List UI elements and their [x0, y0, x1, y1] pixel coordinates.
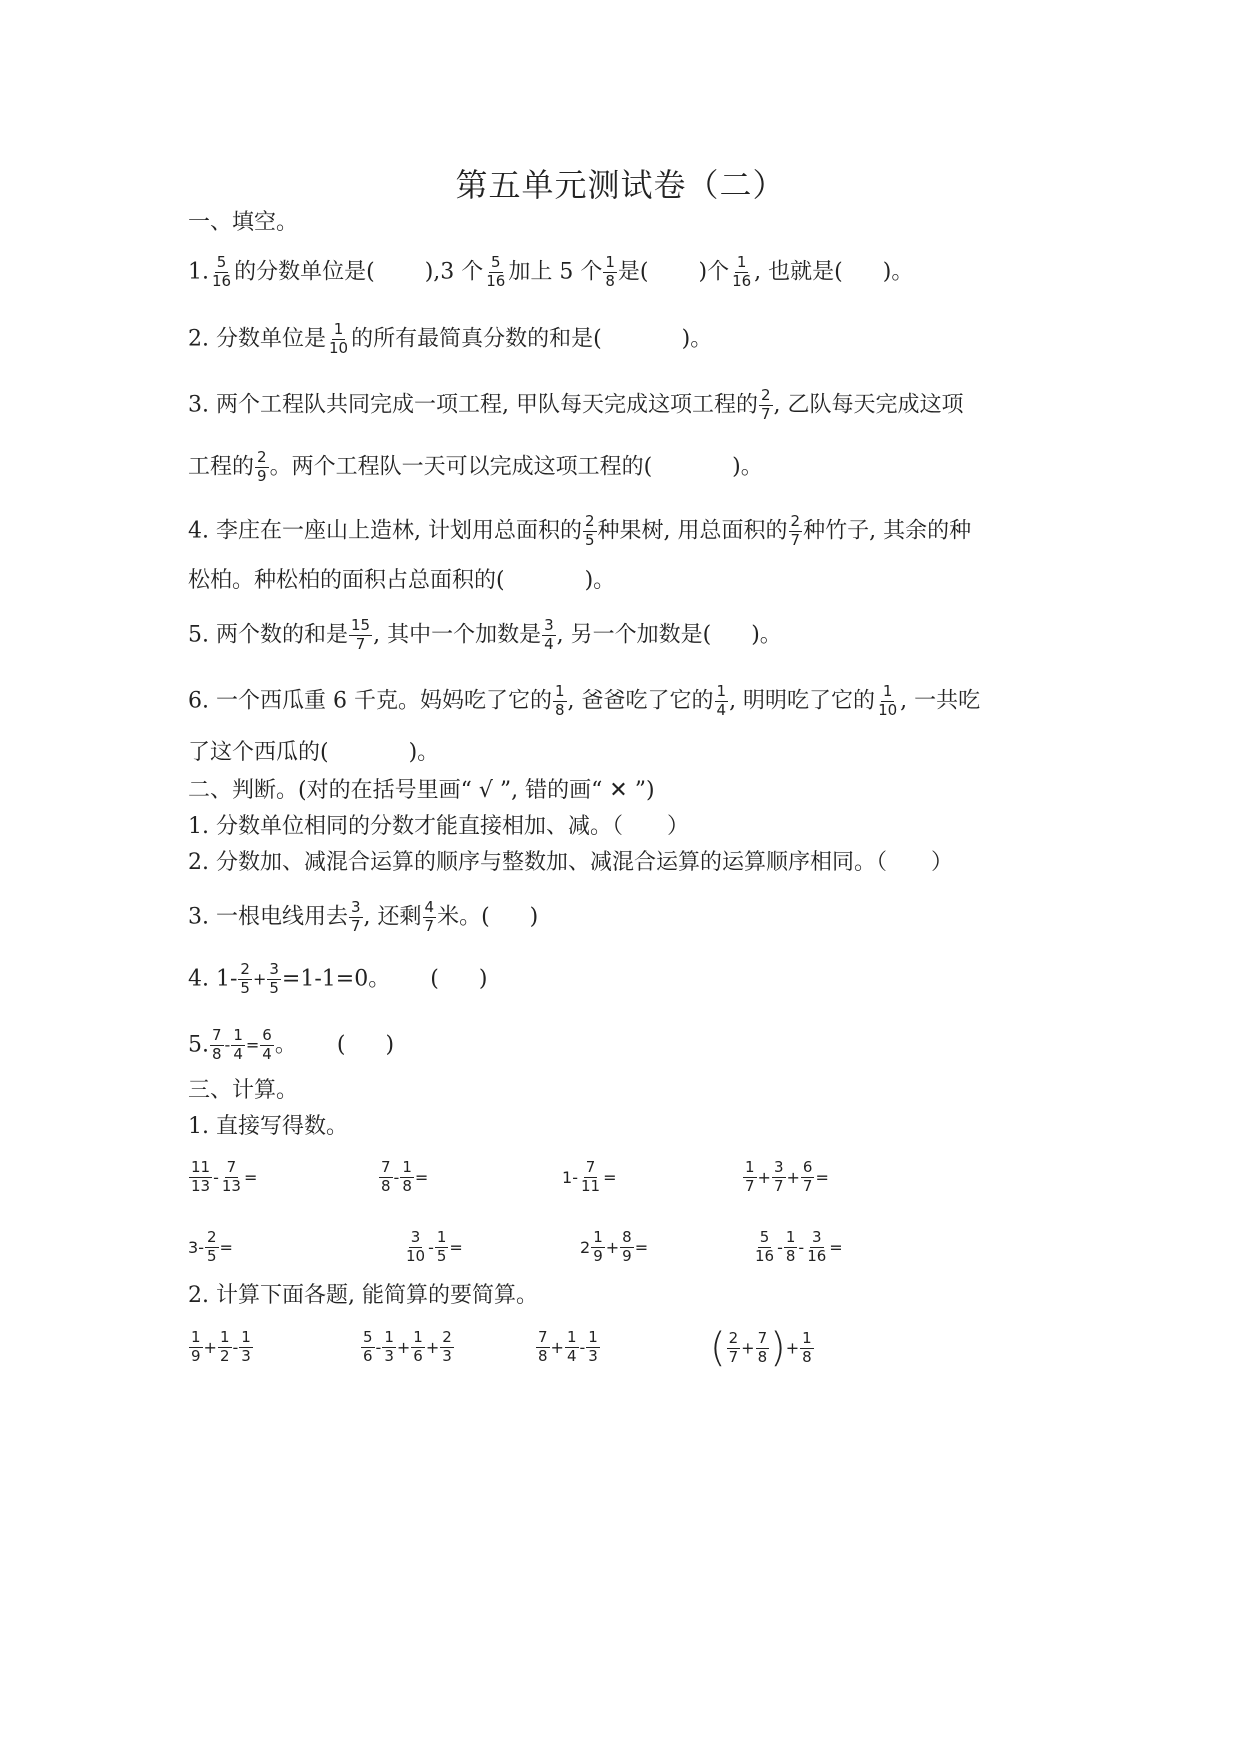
numerator: 7	[226, 1158, 237, 1176]
denominator: 5	[436, 1246, 447, 1265]
denominator: 8	[605, 271, 615, 290]
numerator: 2	[442, 1328, 452, 1346]
fraction	[553, 684, 567, 719]
numerator: 2	[728, 1328, 739, 1347]
numerator: 6	[262, 1026, 272, 1044]
fraction	[210, 255, 233, 290]
numerator: 1	[588, 1328, 598, 1346]
calc-sub-2: 2. 计算下面各题, 能简算的要简算。	[188, 1283, 538, 1308]
fraction	[349, 900, 363, 935]
fraction	[423, 900, 437, 935]
denominator: 6	[363, 1346, 373, 1365]
numerator: 1	[413, 1328, 423, 1346]
denominator: 13	[191, 1176, 211, 1195]
expr-4: $\frac{1}{7}$ + $\frac{3}{7}$ + $\frac{6}{7}$ =	[745, 1158, 829, 1195]
denominator: 7	[773, 1176, 784, 1195]
denominator: 7	[802, 1176, 813, 1195]
denominator: 8	[402, 1176, 412, 1195]
denominator: 16	[807, 1246, 827, 1265]
judge-2: 2. 分数加、减混合运算的顺序与整数加、减混合运算的运算顺序相同。（ ）	[188, 850, 953, 875]
question-1-3: 3. 两个工程队共同完成一项工程, 甲队每天完成这项工程的 $\frac{2}{7}$ , 乙队每天完成这项	[188, 386, 964, 423]
fraction	[542, 618, 556, 653]
page-title: 第五单元测试卷（二）	[455, 166, 786, 204]
numerator: 5	[491, 253, 501, 271]
fraction	[586, 1330, 600, 1365]
numerator: 2	[790, 512, 801, 530]
numerator: 1	[802, 1328, 812, 1347]
denominator: 5	[206, 1246, 217, 1265]
denominator: 11	[580, 1176, 601, 1195]
fraction	[565, 1330, 579, 1365]
fraction	[784, 1230, 798, 1265]
numerator: 4	[424, 898, 435, 916]
section-2-heading: 二、判断。(对的在括号里画“ √ ”, 错的画“ ✕ ”)	[188, 778, 655, 803]
denominator: 8	[802, 1347, 812, 1366]
denominator: 10	[328, 338, 349, 357]
denominator: 4	[716, 700, 727, 719]
fraction	[715, 684, 729, 719]
denominator: 8	[212, 1044, 222, 1063]
fraction	[800, 1328, 814, 1366]
judge-4: 4. 1- $\frac{2}{5}$ + $\frac{3}{5}$ =1-1=0。 ( )	[188, 960, 488, 997]
numerator: 5	[216, 253, 227, 271]
denominator: 10	[406, 1246, 426, 1265]
expr-2: $\frac{7}{8}$ - $\frac{1}{8}$ =	[381, 1158, 429, 1195]
fraction	[536, 1330, 550, 1365]
numerator: 1	[554, 682, 565, 700]
numerator: 1	[219, 1328, 230, 1346]
question-1-1: 1. $\frac{5}{16}$ 的分数单位是( ),3 个 $\frac{5}{16}$ 加上 5 个 $\frac{1}{8}$ 是( )个 $\frac{1}{16}$ , 也就是( )。	[188, 253, 914, 290]
fraction	[620, 1230, 634, 1265]
numerator: 11	[191, 1158, 211, 1176]
fraction	[805, 1230, 828, 1265]
fraction	[205, 1230, 219, 1265]
fraction	[753, 1230, 776, 1265]
fraction	[583, 514, 597, 549]
fraction	[349, 618, 372, 653]
fraction	[361, 1330, 375, 1365]
denominator: 4	[566, 1346, 577, 1365]
denominator: 4	[262, 1044, 272, 1063]
denominator: 8	[757, 1347, 768, 1366]
expr-9: $\frac{1}{9}$ + $\frac{1}{2}$ - $\frac{1}{3}$	[191, 1328, 251, 1365]
numerator: 7	[757, 1328, 768, 1347]
denominator: 7	[790, 530, 801, 549]
denominator: 16	[212, 271, 232, 290]
question-1-2: 2. 分数单位是 $\frac{1}{10}$ 的所有最简真分数的和是( )。	[188, 320, 713, 357]
denominator: 7	[355, 634, 366, 653]
expr-12: ( $\frac{2}{7}$ + $\frac{7}{8}$ )+ $\frac{1}{8}$	[710, 1325, 812, 1371]
denominator: 8	[554, 700, 565, 719]
numerator: 1	[436, 1228, 447, 1246]
question-1-4: 4. 李庄在一座山上造林, 计划用总面积的 $\frac{2}{5}$ 种果树, 用总面积的 $\frac{2}{7}$ 种竹子, 其余的种	[188, 512, 972, 549]
question-1-6-cont: 了这个西瓜的( )。	[188, 740, 440, 765]
numerator: 1	[736, 253, 747, 271]
numerator: 1	[384, 1328, 394, 1346]
fraction	[267, 962, 281, 997]
numerator: 7	[538, 1328, 548, 1346]
numerator: 1	[333, 320, 344, 338]
numerator: 1	[605, 253, 615, 271]
numerator: 1	[785, 1228, 796, 1246]
fraction	[772, 1160, 786, 1195]
denominator: 10	[878, 700, 898, 719]
fraction	[756, 1328, 770, 1366]
denominator: 5	[584, 530, 595, 549]
numerator: 3	[544, 616, 554, 634]
expr-3: 1- $\frac{7}{11}$ =	[562, 1158, 617, 1195]
judge-3: 3. 一根电线用去 $\frac{3}{7}$ , 还剩 $\frac{4}{7}$ 米。( )	[188, 898, 539, 935]
fraction	[440, 1330, 454, 1365]
numerator: 1	[241, 1328, 251, 1346]
numerator: 7	[585, 1158, 596, 1176]
denominator: 8	[381, 1176, 391, 1195]
fraction	[382, 1330, 396, 1365]
question-1-6: 6. 一个西瓜重 6 千克。妈妈吃了它的 $\frac{1}{8}$ , 爸爸吃了它的 $\frac{1}{4}$ , 明明吃了它的 $\frac{1}{10}$ , 一共吃	[188, 682, 981, 719]
expr-6: $\frac{3}{10}$ - $\frac{1}{5}$ =	[406, 1228, 463, 1265]
fraction	[579, 1160, 602, 1195]
denominator: 9	[593, 1246, 603, 1265]
numerator: 15	[350, 616, 371, 634]
expr-7: 2 $\frac{1}{9}$ + $\frac{8}{9}$ =	[580, 1228, 649, 1265]
calc-sub-1: 1. 直接写得数。	[188, 1114, 348, 1139]
denominator: 6	[413, 1346, 423, 1365]
numerator: 2	[206, 1228, 217, 1246]
fraction	[189, 1330, 203, 1365]
expr-11: $\frac{7}{8}$ + $\frac{1}{4}$ - $\frac{1}{3}$	[538, 1328, 598, 1365]
fraction	[484, 255, 507, 290]
expr-5: 3- $\frac{2}{5}$ =	[188, 1228, 233, 1265]
denominator: 7	[424, 916, 435, 935]
fraction	[327, 322, 350, 357]
fraction	[743, 1160, 757, 1195]
numerator: 1	[233, 1026, 243, 1044]
denominator: 9	[622, 1246, 632, 1265]
fraction	[210, 1028, 224, 1063]
fraction	[255, 450, 269, 485]
fraction	[220, 1160, 243, 1195]
fraction	[876, 684, 899, 719]
denominator: 5	[240, 978, 250, 997]
denominator: 3	[588, 1346, 598, 1365]
fraction	[730, 255, 753, 290]
denominator: 2	[219, 1346, 230, 1365]
section-3-heading: 三、计算。	[188, 1078, 299, 1103]
fraction	[435, 1230, 449, 1265]
denominator: 3	[241, 1346, 251, 1365]
denominator: 13	[221, 1176, 241, 1195]
numerator: 1	[745, 1158, 755, 1176]
fraction	[218, 1330, 232, 1365]
numerator: 1	[716, 682, 727, 700]
fraction	[239, 1330, 253, 1365]
numerator: 2	[584, 512, 595, 530]
section-1-heading: 一、填空。	[188, 210, 299, 235]
fraction	[411, 1330, 425, 1365]
fraction	[400, 1160, 414, 1195]
denominator: 9	[191, 1346, 201, 1365]
numerator: 1	[566, 1328, 577, 1346]
numerator: 2	[257, 448, 267, 466]
fraction	[801, 1160, 815, 1195]
numerator: 1	[402, 1158, 412, 1176]
denominator: 5	[269, 978, 279, 997]
numerator: 3	[773, 1158, 784, 1176]
fraction	[231, 1028, 245, 1063]
numerator: 5	[759, 1228, 770, 1246]
fraction	[591, 1230, 605, 1265]
denominator: 7	[760, 404, 771, 423]
denominator: 4	[544, 634, 554, 653]
expr-1: $\frac{11}{13}$ - $\frac{7}{13}$ =	[191, 1158, 258, 1195]
denominator: 7	[350, 916, 361, 935]
numerator: 8	[622, 1228, 632, 1246]
numerator: 2	[760, 386, 771, 404]
question-1-4-cont: 松柏。种松柏的面积占总面积的( )。	[188, 568, 616, 593]
fraction	[603, 255, 617, 290]
numerator: 7	[212, 1026, 222, 1044]
denominator: 4	[233, 1044, 243, 1063]
fraction	[189, 1160, 212, 1195]
denominator: 8	[785, 1246, 796, 1265]
denominator: 16	[732, 271, 752, 290]
fraction	[379, 1160, 393, 1195]
question-1-5: 5. 两个数的和是 $\frac{15}{7}$ , 其中一个加数是 $\frac{3}{4}$ , 另一个加数是( )。	[188, 616, 782, 653]
numerator: 3	[350, 898, 361, 916]
fraction	[260, 1028, 274, 1063]
denominator: 16	[755, 1246, 775, 1265]
denominator: 8	[538, 1346, 548, 1365]
fraction	[759, 388, 773, 423]
numerator: 1	[191, 1328, 201, 1346]
numerator: 1	[593, 1228, 603, 1246]
denominator: 9	[257, 466, 267, 485]
denominator: 3	[384, 1346, 394, 1365]
denominator: 3	[442, 1346, 452, 1365]
fraction	[727, 1328, 741, 1366]
numerator: 2	[240, 960, 250, 978]
numerator: 1	[882, 682, 893, 700]
fraction	[789, 514, 803, 549]
fraction	[404, 1230, 427, 1265]
numerator: 3	[811, 1228, 822, 1246]
numerator: 3	[410, 1228, 421, 1246]
expr-10: $\frac{5}{6}$ - $\frac{1}{3}$ + $\frac{1}{6}$ + $\frac{2}{3}$	[363, 1328, 452, 1365]
numerator: 7	[381, 1158, 391, 1176]
judge-5: 5. $\frac{7}{8}$ - $\frac{1}{4}$ = $\frac{6}{4}$ 。 ( )	[188, 1026, 395, 1063]
denominator: 7	[728, 1347, 739, 1366]
fraction	[238, 962, 252, 997]
numerator: 5	[363, 1328, 373, 1346]
question-1-3-cont: 工程的 $\frac{2}{9}$ 。两个工程队一天可以完成这项工程的( )。	[188, 448, 763, 485]
denominator: 16	[486, 271, 506, 290]
expr-8: $\frac{5}{16}$ - $\frac{1}{8}$ - $\frac{3}{16}$ =	[755, 1228, 843, 1265]
numerator: 6	[802, 1158, 813, 1176]
judge-1: 1. 分数单位相同的分数才能直接相加、减。（ ）	[188, 814, 689, 839]
denominator: 7	[745, 1176, 755, 1195]
numerator: 3	[269, 960, 279, 978]
